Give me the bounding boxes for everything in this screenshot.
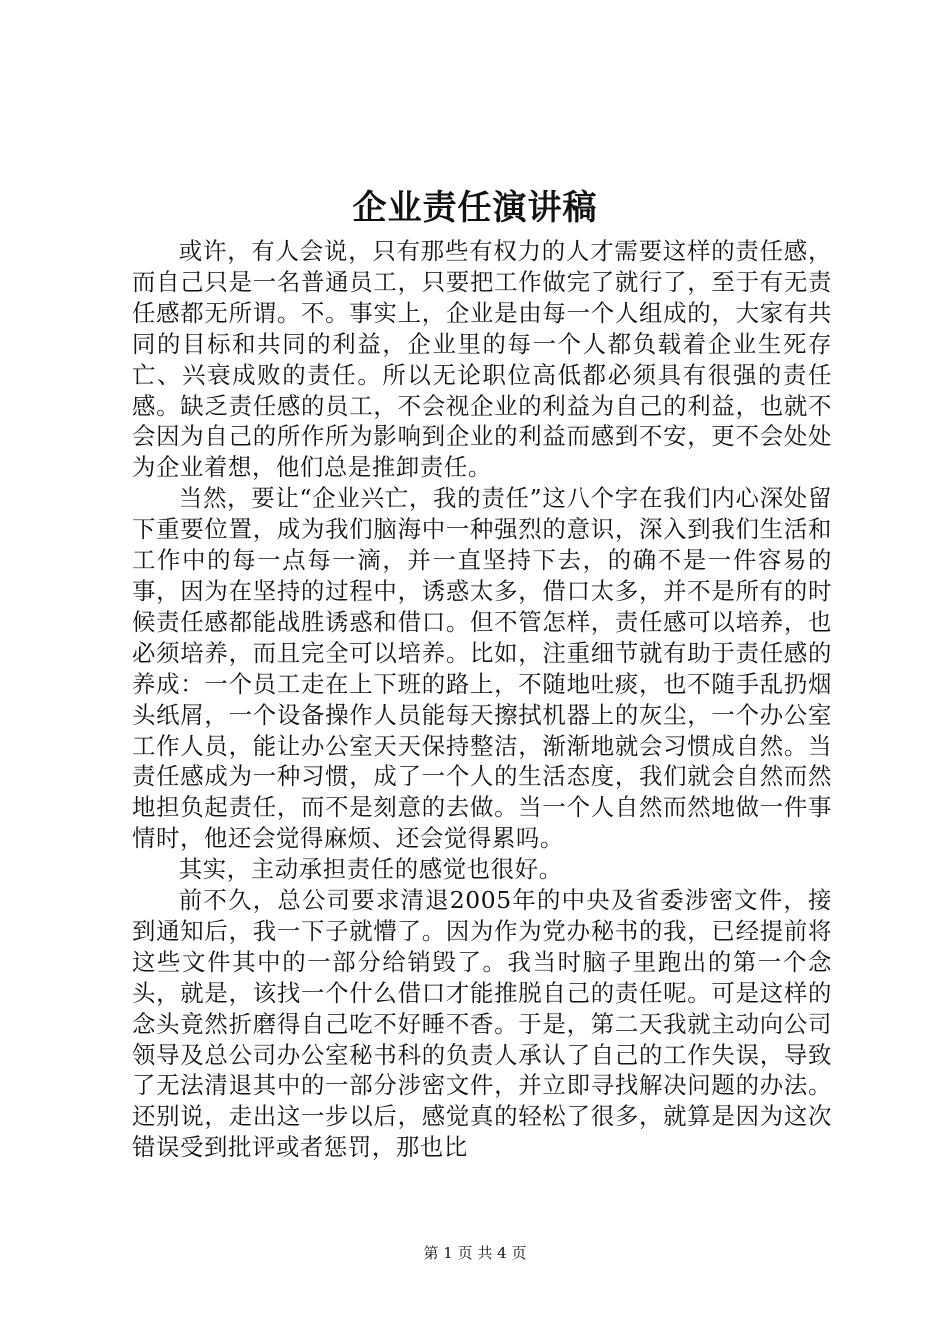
- paragraph-3: 其实，主动承担责任的感觉也很好。: [178, 855, 563, 884]
- paragraph-2: 当然，要让“企业兴亡，我的责任”这八个字在我们内心深处留下重要位置，成为我们脑海中一种强烈的意识，深入到我们生活和工作中的每一点每一滴，并一直坚持下去，的确不是一件容易的事，因为在坚持的过程中，诱惑太多，借口太多，并不是所有的时候责任感都能战胜诱惑和借口。但不管怎样，责任感可以培养，也必须培养，而且完全可以培养。比如，注重细节就有助于责任感的养成：一个员工走在上下班的路上，不随地吐痰，也不随手乱扔烟头纸屑，一个设备操作人员能每天擦拭机器上的灰尘，一个办公室工作人员，能让办公室天天保持整洁，渐渐地就会习惯成自然。当责任感成为一种习惯，成了一个人的生活态度，我们就会自然而然地担负起责任，而不是刻意的去做。当一个人自然而然地做一件事情时，他还会觉得麻烦、还会觉得累吗。: [132, 484, 832, 853]
- paragraph-1: 或许，有人会说，只有那些有权力的人才需要这样的责任感，而自己只是一名普通员工，只要把工作做完了就行了，至于有无责任感都无所谓。不。事实上，企业是由每一个人组成的，大家有共同的目标和共同的利益，企业里的每一个人都负载着企业生死存亡、兴衰成败的责任。所以无论职位高低都必须具有很强的责任感。缺乏责任感的员工，不会视企业的利益为自己的利益，也就不会因为自己的所作所为影响到企业的利益而感到不安，更不会处处为企业着想，他们总是推卸责任。: [132, 237, 832, 482]
- page-number-footer: 第 1 页 共 4 页: [423, 1244, 527, 1262]
- paragraph-4: 前不久，总公司要求清退2005年的中央及省委涉密文件，接到通知后，我一下子就懵了。因为作为党办秘书的我，已经提前将这些文件其中的一部分给销毁了。我当时脑子里跑出的第一个念头，就是，该找一个什么借口才能推脱自己的责任呢。可是这样的念头竟然折磨得自己吃不好睡不香。于是，第二天我就主动向公司领导及总公司办公室秘书科的负责人承认了自己的工作失误，导致了无法清退其中的一部分涉密文件，并立即寻找解决问题的办法。还别说，走出这一步以后，感觉真的轻松了很多，就算是因为这次错误受到批评或者惩罚，那也比: [132, 886, 832, 1162]
- document-body: [132, 236, 832, 1163]
- document-title: 企业责任演讲稿: [352, 188, 598, 228]
